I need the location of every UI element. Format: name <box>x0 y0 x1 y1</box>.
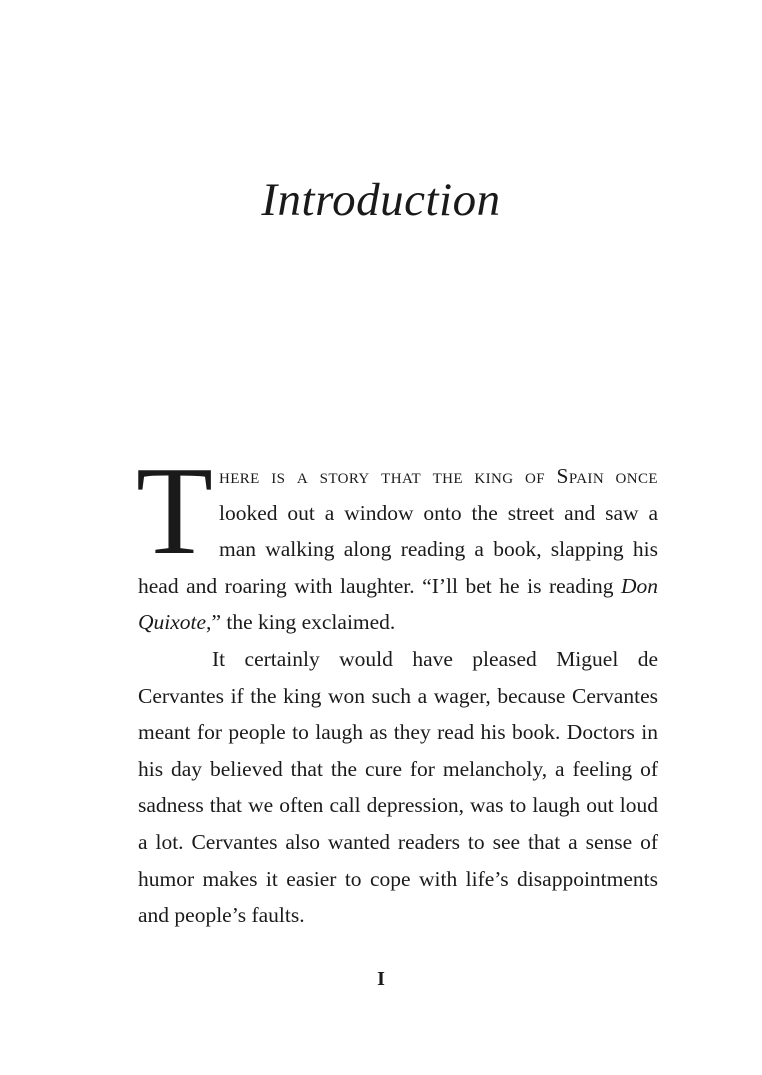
book-title-italic: Don Quixote, <box>138 573 658 635</box>
paragraph-first-ending: ” the king exclaimed. <box>211 610 396 635</box>
lead-in-small-caps: here is a story that the king of Spain once <box>218 464 658 488</box>
drop-cap: T <box>136 442 213 581</box>
paragraph-first <box>136 442 658 641</box>
paragraph-first-text: looked out a window onto the street and saw a man walking along reading a book, slapping his head and roaring with laughter. “I’ll bet he is reading <box>138 500 658 598</box>
paragraph-second: It certainly would have pleased Miguel de Cervantes if the king won such a wager, because Cervantes meant for people to laugh as they read his book. Doctors in his day believed that the cure for melancholy, a feeling of sadness that we often call depression, was to laugh out loud a lot. Cervantes also wanted readers to see that a sense of humor makes it easier to cope with life’s disappointments and people’s faults. <box>138 646 658 928</box>
page-number: I <box>377 968 385 990</box>
body-text <box>136 442 658 934</box>
chapter-title: Introduction <box>261 174 501 226</box>
